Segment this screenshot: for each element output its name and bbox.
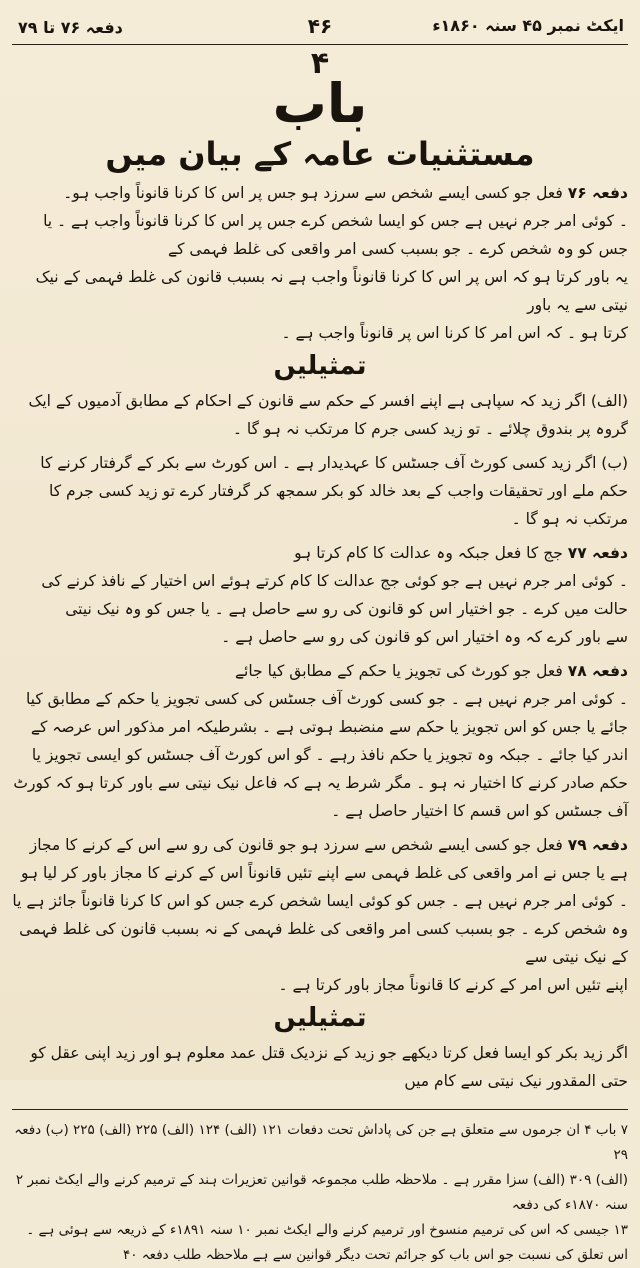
section-76-label: دفعہ ۷۶	[567, 184, 628, 202]
act-reference: ایکٹ نمبر ۴۵ سنہ ۱۸۶۰ء	[432, 16, 624, 35]
illustrations-2	[12, 1039, 628, 1095]
section-77	[12, 539, 628, 651]
footnote-divider	[12, 1109, 628, 1110]
chapter-word: باب	[272, 72, 368, 135]
section-77-marginal: جج کا فعل جبکہ وہ عدالت کا کام کرتا ہو	[294, 544, 563, 562]
section-79-label: دفعہ ۷۹	[567, 836, 628, 854]
section-76-text-1: ۔ کوئی امر جرم نہیں ہے جس کو ایسا شخص کرے جس پر اس کا کرنا قانوناً واجب ہے ۔ یا جس کو وہ شخص کرے ۔ جو بسبب کسی امر واقعی کی غلط فہمی کے	[43, 212, 628, 258]
section-77-text-1: ۔ کوئی امر جرم نہیں ہے جو کوئی جج عدالت کا کام کرتے ہوئے اس اختیار کے نافذ کرنے کی حالت میں کرے ۔ جو اختیار اس کو قانون کی رو سے حاصل ہے ۔ یا جس کو وہ نیک نیتی	[41, 572, 628, 618]
footnote-line: ۷ باب ۴ ان جرموں سے متعلق ہے جن کی پاداش تحت دفعات ۱۲۱ (الف) ۱۲۴ (الف) ۲۲۵ (الف) ۲۲۵ (ب) دفعہ ۲۹	[14, 1122, 628, 1163]
chapter-subtitle: مستثنیات عامہ کے بیان میں	[105, 135, 535, 173]
section-76-marginal: فعل جو کسی ایسے شخص سے سرزد ہو جس پر اس کا کرنا قانوناً واجب ہو۔	[63, 184, 563, 202]
illustrations-1	[12, 387, 628, 533]
footnote-line: (الف) ۳۰۹ (الف) سزا مقرر ہے ۔ ملاحظہ طلب مجموعہ قوانین تعزیرات ہند کے ترمیم کرنے والے ایکٹ نمبر ۲ سنہ ۱۸۷۰ء کی دفعہ	[15, 1172, 628, 1213]
section-77-text-2: سے باور کرے کہ وہ اختیار اس کو قانون کی رو سے حاصل ہے ۔	[221, 628, 628, 646]
page-header	[12, 14, 628, 45]
illustration-be: (ب) اگر زید کسی کورٹ آف جسٹس کا عہدیدار ہے ۔ اس کورٹ سے بکر کے گرفتار کرنے کا حکم ملے اور تحقیقات واجب کے بعد خالد کو بکر سمجھ کر گرفتار کرے تو زید کسی جرم کا مرتکب نہ ہو گا ۔	[40, 454, 628, 528]
section-78-label: دفعہ ۷۸	[567, 662, 628, 680]
illustrations-heading-1: تمثیلیں	[273, 351, 367, 381]
section-78	[12, 657, 628, 825]
section-77-label: دفعہ ۷۷	[567, 544, 628, 562]
section-79-marginal: فعل جو کسی ایسے شخص سے سرزد ہو جو قانون کی رو سے اس کے کرنے کا مجاز ہے یا جس نے امر واقعی کی غلط فہمی سے اپنے تئیں قانوناً اس کے کرنے کا مجاز باور کر لیا ہو	[21, 836, 628, 882]
section-76-text-3: کرتا ہو ۔ کہ اس امر کا کرنا اس پر قانوناً واجب ہے ۔	[281, 324, 628, 342]
chapter-title	[12, 46, 628, 135]
section-76	[12, 179, 628, 347]
illustration-alif: (الف) اگر زید کہ سپاہی ہے اپنے افسر کے حکم سے قانون کے احکام کے مطابق آدمیوں کے ایک گروہ پر بندوق چلائے ۔ تو زید کسی جرم کا مرتکب نہ ہو گا ۔	[28, 392, 628, 438]
section-76-text-2: یہ باور کرتا ہو کہ اس پر اس کا کرنا قانوناً واجب ہے نہ بسبب قانون کی غلط فہمی کے نیک نیتی سے یہ باور	[35, 268, 628, 314]
section-79-text-2: اپنے تئیں اس امر کے کرنے کا قانوناً مجاز باور کرتا ہے ۔	[278, 976, 628, 994]
page-number: ۴۶	[307, 14, 333, 38]
section-79-text-1: ۔ کوئی امر جرم نہیں ہے ۔ جس کو کوئی ایسا شخص کرے جس کو اس کا کرنا قانوناً جائز ہے یا وہ شخص کرے ۔ جو بسبب کسی امر واقعی کی غلط فہمی کے نہ بسبب قانون کی غلط فہمی کے نیک نیتی سے	[12, 892, 628, 966]
section-78-marginal: فعل جو کورٹ کی تجویز یا حکم کے مطابق کیا جائے	[234, 662, 563, 680]
footnote-line: ۱۳ جیسی کہ اس کی ترمیم منسوخ اور ترمیم کرنے والے ایکٹ نمبر ۱۰ سنہ ۱۸۹۱ء کے ذریعہ سے ہوئی ہے ۔	[26, 1222, 628, 1238]
chapter-number: ۴	[310, 46, 330, 81]
illustrations-heading-2: تمثیلیں	[273, 1003, 367, 1033]
section-range: دفعہ ۷۶ تا ۷۹	[18, 18, 123, 37]
footnotes	[12, 1118, 628, 1268]
illustration-2-text: اگر زید بکر کو ایسا فعل کرتا دیکھے جو زید کے نزدیک قتل عمد معلوم ہو اور زید اپنی عقل کو حتی المقدور نیک نیتی سے کام میں	[30, 1044, 628, 1090]
footnote-line: اس تعلق کی نسبت جو اس باب کو جرائم تحت دیگر قوانین سے ہے ملاحظہ طلب دفعہ ۴۰	[122, 1247, 628, 1263]
section-79	[12, 831, 628, 999]
section-78-text-1: ۔ کوئی امر جرم نہیں ہے ۔ جو کسی کورٹ آف جسٹس کی کسی تجویز یا حکم کے مطابق کیا جائے یا جس کو اس تجویز یا حکم سے منضبط ہوتی ہے ۔ بشرطیکہ امر مذکور اس عرصہ کے اندر کیا جائے ۔ جبکہ وہ تجویز یا حکم نافذ رہے ۔ گو اس کورٹ آف جسٹس کو ایسی تجویز یا حکم صادر کرنے کا اختیار نہ ہو ۔ مگر شرط یہ ہے کہ فاعل نیک نیتی سے باور کرتا ہو کہ کورٹ آف جسٹس کو اس قسم کا اختیار حاصل ہے ۔	[13, 690, 628, 820]
